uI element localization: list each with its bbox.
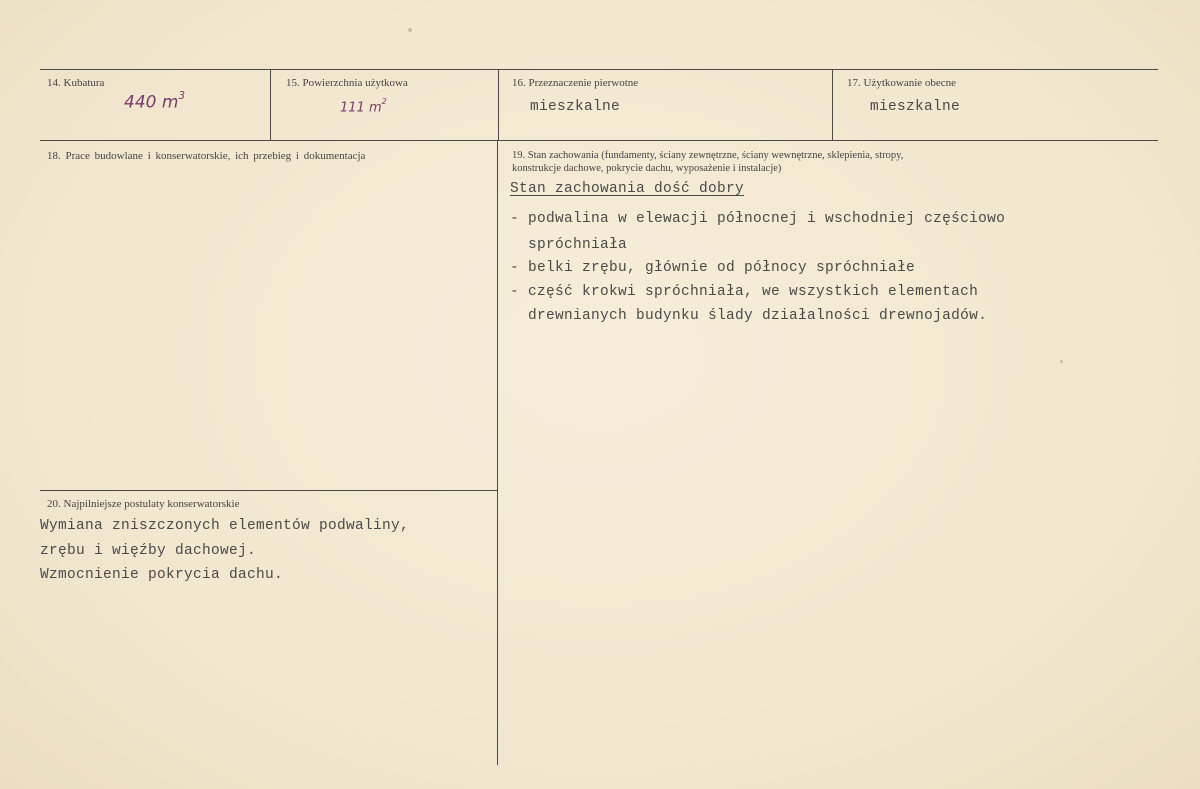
field-18-label: 18. Prace budowlane i konserwatorskie, ich przebieg i dokumentacja — [47, 150, 366, 162]
field-17-value: mieszkalne — [870, 99, 961, 115]
field-19-label-line2: konstrukcje dachowe, pokrycie dachu, wyposażenie i instalacje) — [512, 163, 782, 174]
paper-speck — [408, 28, 412, 32]
field-16-value: mieszkalne — [530, 99, 621, 115]
field-19-line: - belki zrębu, głównie od północy spróchniałe — [510, 260, 916, 276]
field-20-line: Wymiana zniszczonych elementów podwaliny, — [40, 518, 410, 534]
divider-left-right — [497, 141, 498, 765]
divider-16-17 — [832, 70, 833, 140]
divider-14-15 — [270, 70, 271, 140]
field-19-line: - podwalina w elewacji północnej i wschodniej częściowo — [510, 211, 1006, 227]
field-16-label: 16. Przeznaczenie pierwotne — [512, 77, 639, 89]
row1-bottom-rule — [40, 140, 1158, 141]
field-17-label: 17. Użytkowanie obecne — [847, 77, 957, 89]
field-20-line: zrębu i więźby dachowej. — [40, 543, 257, 559]
paper-speck — [1060, 360, 1063, 363]
field-19-line: drewnianych budynku ślady działalności drewnojadów. — [510, 308, 988, 324]
field-20-label: 20. Najpilniejsze postulaty konserwatorskie — [47, 498, 240, 510]
field-15-label: 15. Powierzchnia użytkowa — [286, 77, 408, 89]
section18-bottom-rule — [40, 490, 497, 491]
divider-15-16 — [498, 70, 499, 140]
top-rule — [40, 69, 1158, 70]
field-19-line: - część krokwi spróchniała, we wszystkich elementach — [510, 284, 979, 300]
field-19-label-line1: 19. Stan zachowania (fundamenty, ściany zewnętrzne, ściany wewnętrzne, sklepienia, stropy, — [512, 150, 904, 161]
field-14-label: 14. Kubatura — [47, 77, 105, 89]
field-20-line: Wzmocnienie pokrycia dachu. — [40, 567, 284, 583]
field-14-value: 440 $m^3$ — [124, 90, 186, 113]
field-15-value: 111 $m^2$ — [340, 97, 387, 116]
field-19-heading: Stan zachowania dość dobry — [510, 181, 745, 197]
field-19-line: spróchniała — [510, 237, 628, 253]
